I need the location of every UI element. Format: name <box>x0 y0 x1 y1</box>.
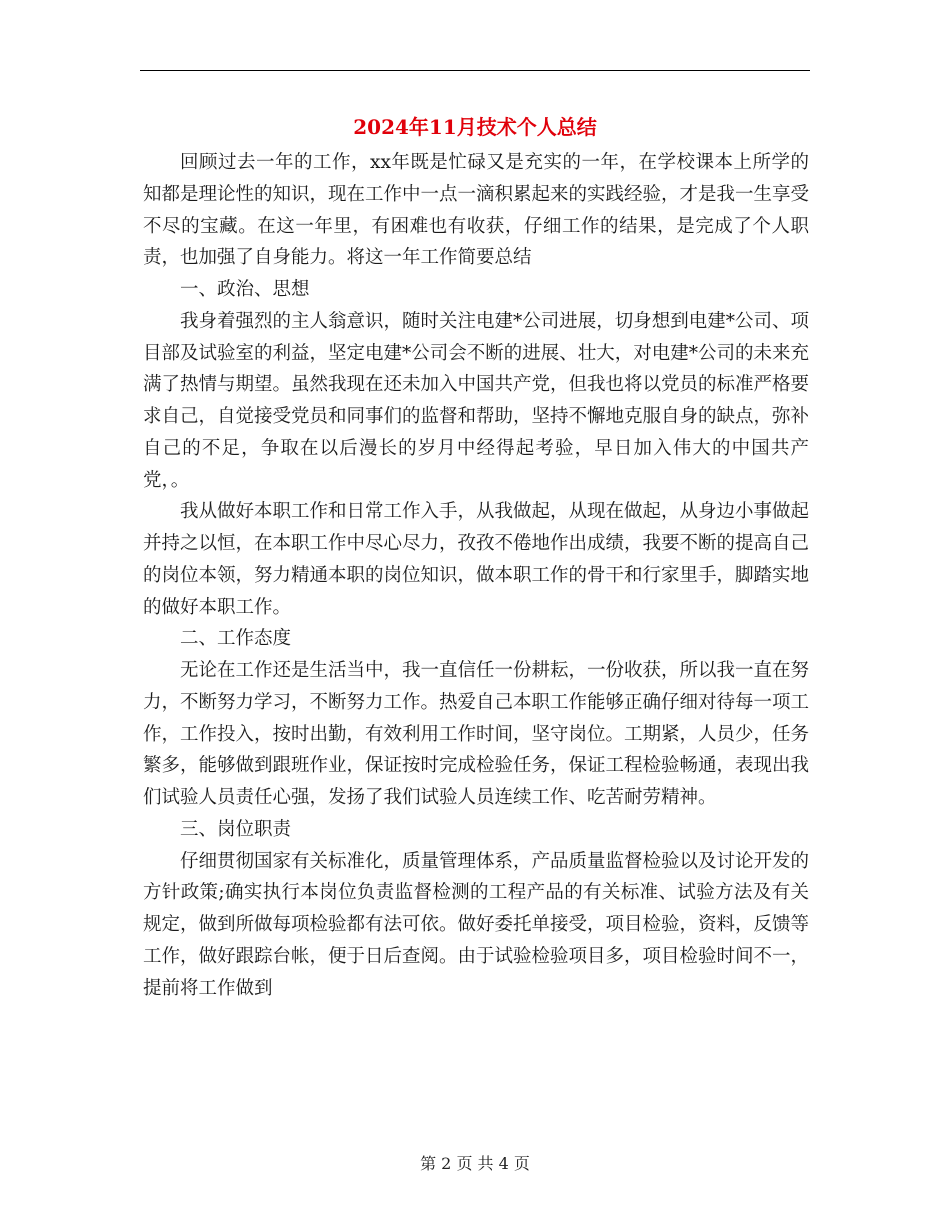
document-title: 2024年11月技术个人总结 <box>353 115 597 139</box>
paragraph-duties: 仔细贯彻国家有关标准化，质量管理体系，产品质量监督检验以及讨论开发的方针政策;确实执行本岗位负责监督检测的工程产品的有关标准、试验方法及有关规定，做到所做每项检验都有法可依。做好委托单接受，项目检验，资料，反馈等工作，做好跟踪台帐，便于日后查阅。由于试验检验项目多，项目检验时间不一，提前将工作做到 <box>143 850 810 999</box>
paragraph-daily-work: 我从做好本职工作和日常工作入手，从我做起，从现在做起，从身边小事做起并持之以恒，在本职工作中尽心尽力，孜孜不倦地作出成绩，我要不断的提高自己的岗位本领，努力精通本职的岗位知识，做本职工作的骨干和行家里手，脚踏实地的做好本职工作。 <box>143 501 810 618</box>
paragraph-attitude: 无论在工作还是生活当中，我一直信任一份耕耘，一份收获，所以我一直在努力，不断努力学习，不断努力工作。热爱自己本职工作能够正确仔细对待每一项工作，工作投入，按时出勤，有效利用工作时间，坚守岗位。工期紧，人员少，任务繁多，能够做到跟班作业，保证按时完成检验任务，保证工程检验畅通，表现出我们试验人员责任心强，发扬了我们试验人员连续工作、吃苦耐劳精神。 <box>143 660 810 808</box>
document-body <box>143 147 809 1004</box>
section-heading-politics: 一、政治、思想 <box>180 279 310 300</box>
header-rule <box>140 70 810 71</box>
paragraph-politics: 我身着强烈的主人翁意识，随时关注电建*公司进展，切身想到电建*公司、项目部及试验室的利益，坚定电建*公司会不断的进展、壮大，对电建*公司的未来充满了热情与期望。虽然我现在还未加入中国共产党，但我也将以党员的标准严格要求自己，自觉接受党员和同事们的监督和帮助，坚持不懈地克服自身的缺点，弥补自己的不足，争取在以后漫长的岁月中经得起考验，早日加入伟大的中国共产党，。 <box>143 310 810 491</box>
section-heading-duties: 三、岗位职责 <box>180 818 292 840</box>
paragraph-intro: 回顾过去一年的工作，xx年既是忙碌又是充实的一年，在学校课本上所学的知都是理论性的知识，现在工作中一点一滴积累起来的实践经验，才是我一生享受不尽的宝藏。在这一年里，有困难也有收获，仔细工作的结果，是完成了个人职责，也加强了自身能力。将这一年工作简要总结 <box>143 152 810 269</box>
section-heading-attitude: 二、工作态度 <box>180 628 292 650</box>
page-number-footer: 第 2 页 共 4 页 <box>420 1154 530 1173</box>
